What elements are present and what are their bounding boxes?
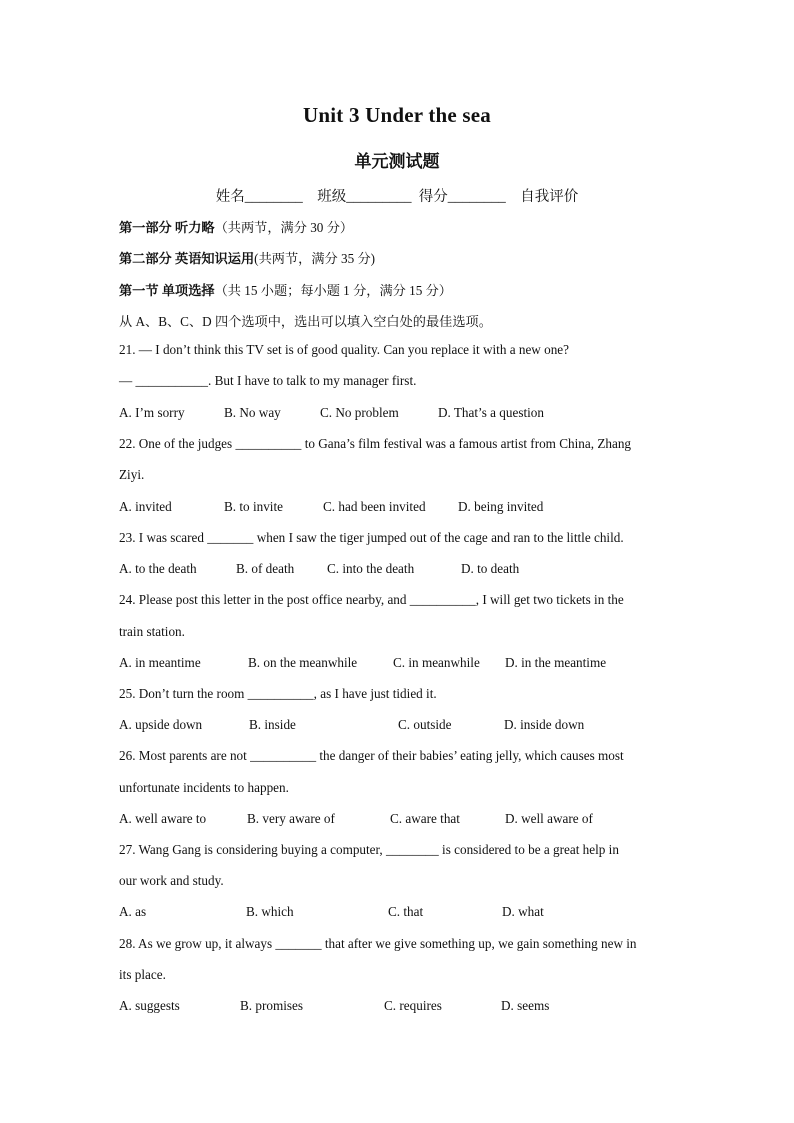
section1-label: 第一节 单项选择 [119, 283, 215, 298]
student-info-line: 姓名________ 班级_________ 得分________ 自我评价 [215, 189, 579, 205]
q22-option-b: B. to invite [224, 499, 283, 514]
q23-option-a: A. to the death [119, 561, 197, 576]
question-25-line-1: 25. Don’t turn the room __________, as I have just tidied it. [119, 686, 437, 701]
part1-label: 第一部分 听力略 [119, 220, 215, 235]
q27-option-d: D. what [502, 904, 544, 919]
q27-option-a: A. as [119, 904, 147, 919]
instruction: 从 A、B、C、D 四个选项中，选出可以填入空白处的最佳选项。 [119, 314, 492, 329]
question-24-line-1: 24. Please post this letter in the post office nearby, and __________, I will get two tickets in the [119, 592, 624, 607]
q25-option-c: C. outside [398, 717, 452, 732]
q24-option-b: B. on the meanwhile [248, 655, 358, 670]
question-28-line-1: 28. As we grow up, it always _______ that after we give something up, we gain something new in [119, 936, 637, 951]
q24-option-c: C. in meanwhile [393, 655, 480, 670]
q22-option-a: A. invited [119, 499, 172, 514]
section1-heading [119, 280, 452, 299]
q28-option-a: A. suggests [119, 998, 180, 1013]
part2-note: (共两节，满分 35 分) [254, 251, 376, 266]
q24-option-d: D. in the meantime [505, 655, 607, 670]
question-26-line-1: 26. Most parents are not __________ the danger of their babies’ eating jelly, which causes most [119, 748, 624, 763]
q22-option-c: C. had been invited [323, 499, 426, 514]
q27-option-b: B. which [246, 904, 294, 919]
question-23-line-1: 23. I was scared _______ when I saw the tiger jumped out of the cage and ran to the little child. [119, 530, 624, 545]
part2-heading [119, 248, 375, 267]
q24-option-a: A. in meantime [119, 655, 201, 670]
question-21-line-1: 21. — I don’t think this TV set is of good quality. Can you replace it with a new one? [119, 342, 570, 357]
q27-option-c: C. that [388, 904, 424, 919]
q25-option-b: B. inside [249, 717, 296, 732]
question-26-line-2: unfortunate incidents to happen. [119, 780, 289, 795]
page-title: Unit 3 Under the sea [303, 103, 491, 127]
q21-option-c: C. No problem [320, 405, 399, 420]
part2-label: 第二部分 英语知识运用 [119, 251, 255, 266]
q26-option-c: C. aware that [390, 811, 460, 826]
q26-option-a: A. well aware to [119, 811, 207, 826]
question-22-line-1: 22. One of the judges __________ to Gana’s film festival was a famous artist from China, Zhang [119, 436, 632, 451]
q21-option-b: B. No way [224, 405, 281, 420]
q28-option-d: D. seems [501, 998, 550, 1013]
part1-note: （共两节，满分 30 分） [214, 220, 354, 235]
q28-option-b: B. promises [240, 998, 304, 1013]
q25-option-a: A. upside down [119, 717, 203, 732]
q23-option-c: C. into the death [327, 561, 415, 576]
q21-option-a: A. I’m sorry [119, 405, 185, 420]
q22-option-d: D. being invited [458, 499, 544, 514]
q25-option-d: D. inside down [504, 717, 585, 732]
question-27-line-2: our work and study. [119, 873, 224, 888]
question-21-line-2: — ___________. But I have to talk to my manager first. [119, 373, 417, 388]
q26-option-b: B. very aware of [247, 811, 335, 826]
section1-note: （共 15 小题；每小题 1 分，满分 15 分） [214, 283, 452, 298]
question-22-line-2: Ziyi. [119, 467, 145, 482]
question-27-line-1: 27. Wang Gang is considering buying a computer, ________ is considered to be a great help in [119, 842, 619, 857]
q23-option-b: B. of death [236, 561, 295, 576]
question-24-line-2: train station. [119, 624, 185, 639]
q26-option-d: D. well aware of [505, 811, 593, 826]
part1-heading [119, 217, 353, 236]
q23-option-d: D. to death [461, 561, 520, 576]
page-subtitle: 单元测试题 [354, 152, 440, 171]
q21-option-d: D. That’s a question [438, 405, 544, 420]
question-28-line-2: its place. [119, 967, 166, 982]
q28-option-c: C. requires [384, 998, 442, 1013]
